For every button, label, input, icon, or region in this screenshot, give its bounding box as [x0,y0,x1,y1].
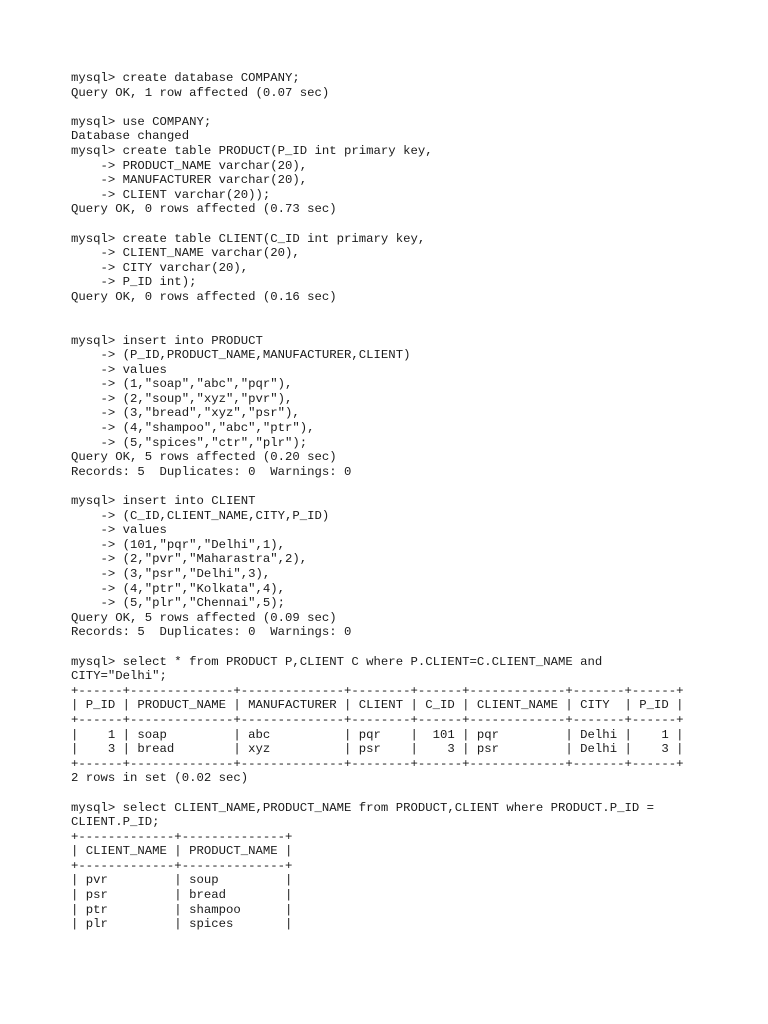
transcript-line: -> (101,"pqr","Delhi",1), [71,537,286,552]
block-select-join-delhi [71,655,751,786]
transcript-line: -> (4,"ptr","Kolkata",4), [71,581,286,596]
transcript-line: | P_ID | PRODUCT_NAME | MANUFACTURER | CLIENT | C_ID | CLIENT_NAME | CITY | P_ID | [71,698,684,713]
block-insert-product [71,334,751,480]
transcript-line: -> (5,"plr","Chennai",5); [71,596,286,611]
transcript-line: +------+--------------+--------------+--------+------+-------------+-------+------+ [71,683,684,698]
transcript-line: -> (5,"spices","ctr","plr"); [71,435,308,450]
transcript-line: Records: 5 Duplicates: 0 Warnings: 0 [71,464,352,479]
transcript-line: | 3 | bread | xyz | psr | 3 | psr | Delhi | 3 | [71,742,684,757]
transcript-line: | CLIENT_NAME | PRODUCT_NAME | [71,844,293,859]
transcript-line: mysql> select * from PRODUCT P,CLIENT C where P.CLIENT=C.CLIENT_NAME and [71,654,603,669]
transcript-line: +------+--------------+--------------+--------+------+-------------+-------+------+ [71,756,684,771]
transcript-line: +------+--------------+--------------+--------+------+-------------+-------+------+ [71,712,684,727]
transcript-line: -> (2,"soup","xyz","pvr"), [71,391,293,406]
transcript-line: Query OK, 5 rows affected (0.09 sec) [71,610,337,625]
transcript-line: Query OK, 0 rows affected (0.16 sec) [71,289,337,304]
transcript-line: Query OK, 5 rows affected (0.20 sec) [71,450,337,465]
transcript-line: Records: 5 Duplicates: 0 Warnings: 0 [71,625,352,640]
transcript-line: CLIENT.P_ID; [71,815,160,830]
transcript-line: | 1 | soap | abc | pqr | 101 | pqr | Delhi | 1 | [71,727,684,742]
transcript-line: mysql> create table PRODUCT(P_ID int primary key, [71,143,433,158]
terminal-transcript [71,71,751,946]
transcript-line: | ptr | shampoo | [71,902,293,917]
transcript-line: -> (1,"soap","abc","pqr"), [71,377,293,392]
transcript-line: -> MANUFACTURER varchar(20), [71,173,308,188]
transcript-line: | pvr | soup | [71,873,293,888]
transcript-line: CITY="Delhi"; [71,669,167,684]
block-create-database [71,71,751,100]
transcript-line: -> P_ID int); [71,275,197,290]
transcript-line: -> PRODUCT_NAME varchar(20), [71,158,308,173]
transcript-line: -> values [71,362,167,377]
transcript-line: Query OK, 0 rows affected (0.73 sec) [71,202,337,217]
transcript-line: mysql> create table CLIENT(C_ID int primary key, [71,231,426,246]
transcript-line: -> (3,"bread","xyz","psr"), [71,406,300,421]
transcript-line: -> (P_ID,PRODUCT_NAME,MANUFACTURER,CLIENT) [71,348,411,363]
transcript-line: -> CLIENT varchar(20)); [71,187,271,202]
transcript-line: Database changed [71,129,190,144]
transcript-line: mysql> insert into PRODUCT [71,333,263,348]
transcript-line: mysql> create database COMPANY; [71,71,300,85]
transcript-line: mysql> use COMPANY; [71,114,212,129]
transcript-line: -> (4,"shampoo","abc","ptr"), [71,421,315,436]
transcript-line: Query OK, 1 row affected (0.07 sec) [71,85,330,100]
transcript-line: -> (C_ID,CLIENT_NAME,CITY,P_ID) [71,508,330,523]
transcript-line: -> (3,"psr","Delhi",3), [71,567,271,581]
transcript-line: -> (2,"pvr","Maharastra",2), [71,552,308,567]
transcript-line: | plr | spices | [71,917,293,932]
block-create-client [71,232,751,305]
transcript-line: -> CLIENT_NAME varchar(20), [71,246,300,261]
transcript-line: mysql> insert into CLIENT [71,494,256,509]
transcript-line: +-------------+--------------+ [71,858,293,873]
block-select-client-product [71,801,751,932]
transcript-line: -> values [71,523,167,538]
transcript-line: +-------------+--------------+ [71,829,293,844]
block-insert-client [71,494,751,640]
transcript-line: mysql> select CLIENT_NAME,PRODUCT_NAME from PRODUCT,CLIENT where PRODUCT.P_ID = [71,800,654,815]
block-use-and-create-product [71,115,751,217]
transcript-line: | psr | bread | [71,888,293,903]
transcript-line: -> CITY varchar(20), [71,260,249,275]
transcript-line: 2 rows in set (0.02 sec) [71,771,249,786]
